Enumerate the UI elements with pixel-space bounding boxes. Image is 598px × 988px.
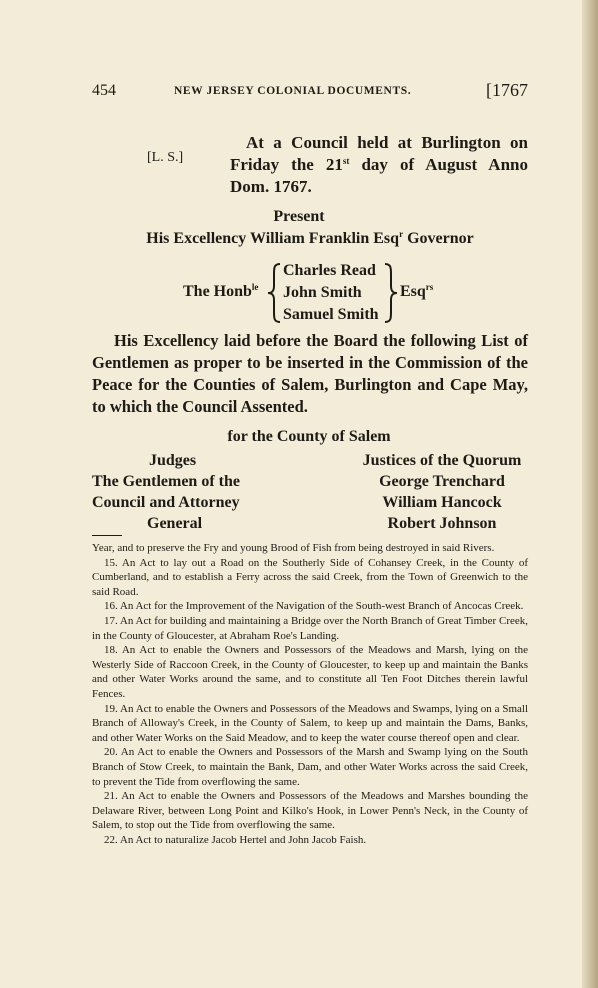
judges-line: The Gentlemen of the	[92, 473, 240, 490]
footnote-item: 19. An Act to enable the Owners and Possessors of the Meadows and Swamps, lying on a Small Branch of Alloway's Creek, in the County of Salem, to keep up and maintain the Dams, Banks, and other Water Works on the Said Meadow, and to keep the water course thereof open and clear.	[92, 702, 528, 744]
council-heading	[230, 132, 528, 198]
footnote-item: Year, and to preserve the Fry and young Brood of Fish from being destroyed in said Rivers.	[92, 542, 495, 554]
footnote-rule	[92, 535, 122, 536]
footnote-item: 20. An Act to enable the Owners and Possessors of the Marsh and Swamp lying on the South Branch of Stow Creek, to maintain the Bank, Dam, and other Water Works across the said Creek, to prevent the Tide from overflowing the same.	[92, 746, 528, 788]
member-name: Samuel Smith	[283, 306, 379, 323]
judges-heading: Judges	[149, 452, 197, 469]
footnote-item: 17. An Act for building and maintaining a Bridge over the North Branch of Great Timber Creek, in the County of Gloucester, at Abraham Roe's Landing.	[92, 614, 528, 642]
member-name: Charles Read	[283, 262, 376, 279]
judges-line: Council and Attorney	[92, 494, 240, 511]
left-brace	[266, 262, 282, 324]
present-heading: Present	[273, 208, 325, 225]
seal-mark: [L. S.]	[147, 150, 184, 165]
footnote-item: 22. An Act to naturalize Jacob Hertel and John Jacob Faish.	[104, 833, 367, 846]
member-name: John Smith	[283, 284, 362, 301]
esquires-label: Esq$^{rs}$	[400, 282, 434, 300]
footnote-item: 18. An Act to enable the Owners and Possessors of the Meadows and Marsh, lying on the Westerly Side of Raccoon Creek, in the County of Gloucester, to keep up and maintain the Banks and other Water Works around the same, and to constitute all Ten Foot Ditches therein lawful Fences.	[92, 644, 528, 700]
page-spine-shadow	[582, 0, 598, 988]
quorum-heading: Justices of the Quorum	[362, 452, 522, 469]
paragraph-line: Peace for the Counties of Salem, Burlington and Cape May,	[92, 375, 528, 394]
paragraph-line: His Excellency laid before the Board the following List of	[114, 331, 528, 350]
page-number: 454	[92, 82, 116, 99]
council-members	[283, 260, 379, 326]
footnote-item: 16. An Act for the Improvement of the Navigation of the South-west Branch of Ancocas Creek.	[104, 600, 524, 613]
paragraph-line: Gentlemen as proper to be inserted in the Commission of the	[92, 353, 528, 372]
judges-column	[92, 450, 240, 534]
council-line-1: At a Council held at Burlington on	[246, 133, 528, 152]
footnote-item: 15. An Act to lay out a Road on the Southerly Side of Cohansey Creek, in the County of Cumberland, and to establish a Ferry across the said Creek, from the Town of Greenwich to the said Road.	[92, 556, 528, 598]
header-year: [1767	[486, 80, 528, 100]
county-heading: for the County of Salem	[227, 428, 391, 445]
justice-name: Robert Johnson	[387, 515, 497, 532]
justice-name: George Trenchard	[379, 473, 505, 490]
honourable-label: The Honb$^{le}$	[183, 282, 259, 300]
running-title: NEW JERSEY COLONIAL DOCUMENTS.	[174, 85, 412, 97]
paragraph-line: to which the Council Assented.	[92, 397, 308, 416]
governor-line: His Excellency William Franklin Esq$^r$ Governor	[146, 229, 474, 247]
council-line-3: Dom. 1767.	[230, 177, 312, 196]
council-line-2: Friday the 21st day of August Anno	[230, 155, 528, 174]
footnote-item: 21. An Act to enable the Owners and Possessors of the Meadows and Marshes bounding the Delaware River, between Long Point and Kilko's Hook, in Lower Penn's Neck, in the County of Salem, to stop out the Tide from overflowing the same.	[92, 790, 528, 832]
running-header	[92, 82, 528, 106]
quorum-column	[354, 450, 530, 534]
footnotes	[92, 541, 528, 847]
right-brace	[383, 262, 399, 324]
minutes-paragraph	[92, 330, 528, 418]
judges-line: General	[147, 515, 203, 532]
justice-name: William Hancock	[382, 494, 502, 511]
